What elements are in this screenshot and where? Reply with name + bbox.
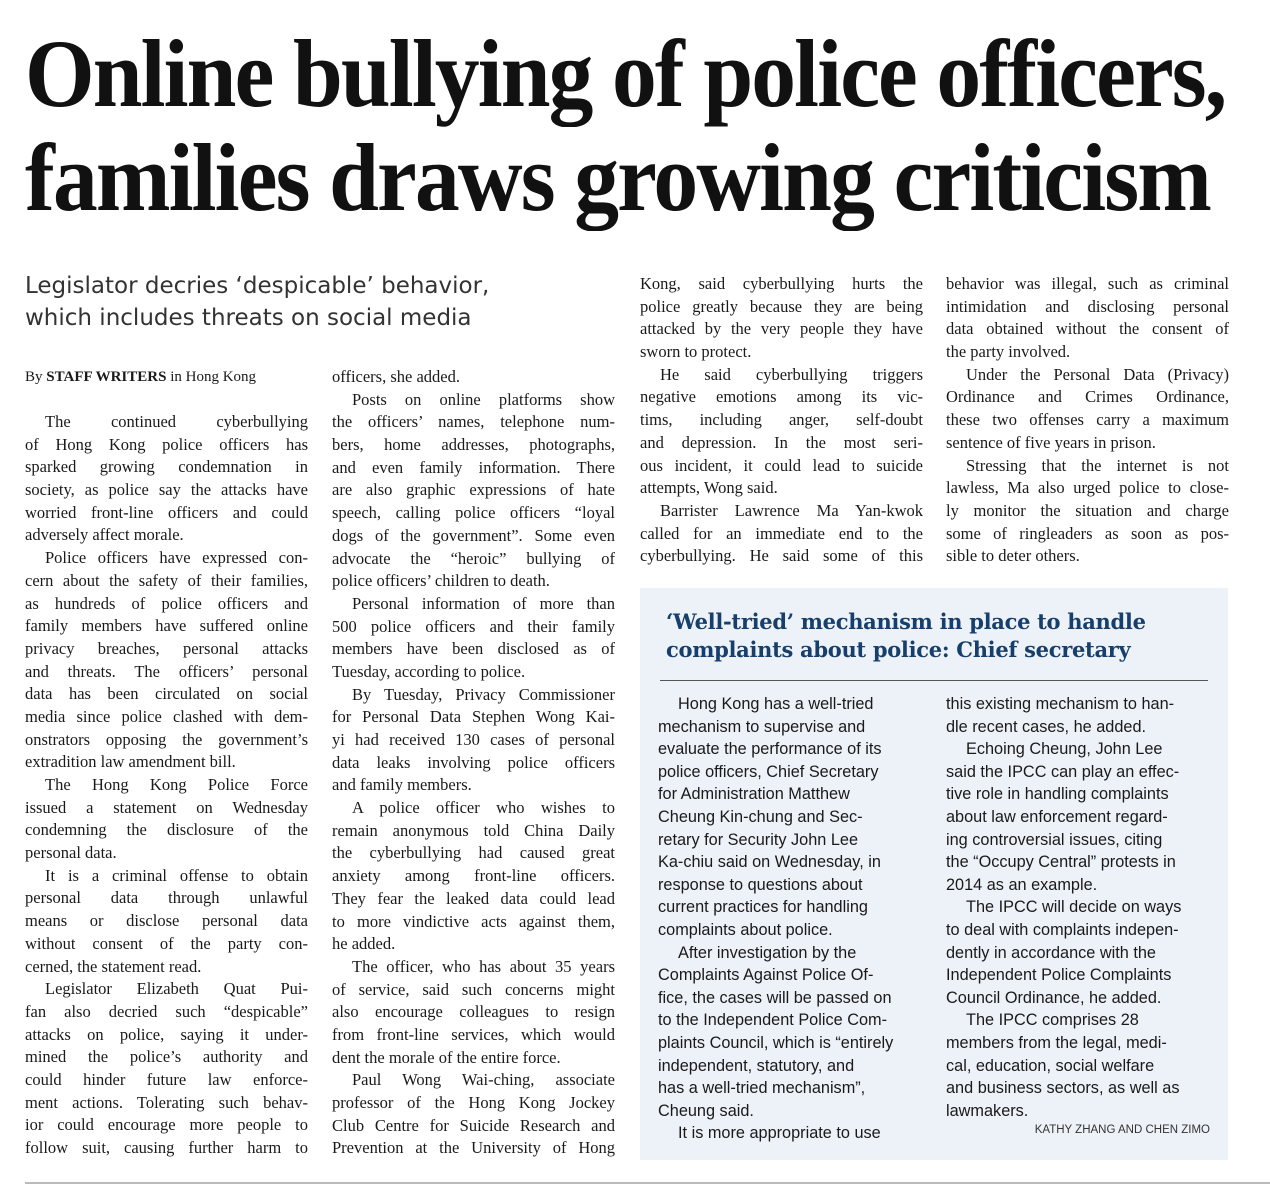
text-line: and business sectors, as well as	[946, 1079, 1180, 1098]
text-line: privacy breaches, personal attacks	[25, 638, 308, 658]
text-line: remain anonymous told China Daily	[332, 820, 615, 840]
text-line: Ka-chiu said on Wednesday, in	[658, 853, 881, 872]
sidebar-box	[640, 588, 1228, 1160]
text-line: officers, she added.	[332, 367, 460, 386]
text-line: Barrister Lawrence Ma Yan-kwok	[660, 500, 923, 520]
headline-line-1: Online bullying of police officers,	[25, 20, 1226, 127]
text-line: has a well-tried mechanism”,	[658, 1079, 866, 1098]
text-line: adversely affect morale.	[25, 525, 184, 545]
text-line: tims, including anger, self-doubt	[640, 410, 923, 430]
text-line: attacks on police, saying it under-	[25, 1024, 308, 1044]
text-line: personal data through unlawful	[25, 888, 308, 908]
text-line: data has been circulated on social	[25, 684, 308, 704]
text-line: The continued cyberbullying	[45, 412, 308, 431]
text-line: also encourage colleagues to resign	[332, 1002, 615, 1022]
text-line: independent, statutory, and	[658, 1056, 855, 1075]
text-line: The officer, who has about 35 years	[352, 956, 615, 976]
text-line: and depression. In the most seri-	[640, 432, 923, 452]
text-line: are also graphic expressions of hate	[332, 480, 615, 500]
text-line: attempts, Wong said.	[640, 478, 778, 498]
text-line: sible to deter others.	[946, 546, 1080, 566]
text-line: Stressing that the internet is not	[966, 455, 1229, 475]
article-column-1	[25, 411, 308, 1160]
text-line: mechanism to supervise and	[658, 717, 866, 736]
deck-subheadline	[25, 270, 489, 334]
text-line: as hundreds of police officers and	[25, 593, 308, 613]
text-line: called for an immediate end to the	[640, 523, 923, 543]
text-line: this existing mechanism to han-	[946, 695, 1175, 713]
byline-location: in Hong Kong	[166, 369, 257, 385]
text-line: Legislator Elizabeth Quat Pui-	[45, 979, 308, 999]
text-line: members from the legal, medi-	[946, 1033, 1167, 1052]
text-line: It is more appropriate to use	[678, 1124, 881, 1143]
article-column-4	[946, 273, 1229, 568]
text-line: fice, the cases will be passed on	[658, 988, 892, 1007]
text-line: ly monitor the situation and charge	[946, 500, 1229, 520]
text-line: data leaks involving police officers	[332, 752, 615, 772]
text-line: ior could encourage more people to	[25, 1115, 308, 1135]
text-line: personal data.	[25, 843, 117, 863]
text-line: the officers’ names, telephone num-	[332, 412, 615, 432]
text-line: said the IPCC can play an effec-	[946, 762, 1180, 781]
text-line: these two offenses carry a maximum	[946, 410, 1229, 430]
text-line: and family members.	[332, 775, 472, 795]
text-line: bers, home addresses, photographs,	[332, 435, 615, 455]
text-line: lawless, Ma also urged police to close-	[946, 478, 1229, 498]
text-line: negative emotions among its vic-	[640, 387, 923, 407]
text-line: Under the Personal Data (Privacy)	[966, 364, 1229, 384]
deck-line-2: which includes threats on social media	[25, 305, 472, 331]
text-line: After investigation by the	[678, 943, 857, 962]
text-line: the party involved.	[946, 342, 1071, 362]
text-line: advocate the “heroic” bullying of	[332, 548, 615, 568]
text-line: mined the police’s authority and	[25, 1047, 308, 1067]
text-line: 500 police officers and their family	[332, 616, 615, 636]
text-line: society, as police say the attacks have	[25, 480, 308, 500]
text-line: behavior was illegal, such as criminal	[946, 274, 1229, 293]
text-line: The Hong Kong Police Force	[45, 775, 308, 794]
text-line: dogs of the government”. Some even	[332, 525, 615, 545]
text-line: sentence of five years in prison.	[946, 432, 1156, 452]
text-line: follow suit, causing further harm to	[25, 1138, 308, 1157]
byline-prefix: By	[25, 369, 47, 385]
text-line: family members have suffered online	[25, 616, 308, 636]
text-line: data obtained without the consent of	[946, 319, 1229, 339]
text-line: onstrators opposing the government’s	[25, 729, 308, 749]
text-line: police officers’ children to death.	[332, 571, 550, 591]
text-line: Echoing Cheung, John Lee	[966, 740, 1163, 759]
text-line: Council Ordinance, he added.	[946, 988, 1162, 1007]
text-line: Paul Wong Wai-ching, associate	[352, 1070, 615, 1090]
text-line: retary for Security John Lee	[658, 830, 858, 849]
sidebar-column-2	[946, 693, 1212, 1122]
text-line: members have been disclosed as of	[332, 639, 615, 659]
text-line: cerned, the statement read.	[25, 956, 202, 976]
text-line: cern about the safety of their families,	[25, 570, 308, 590]
text-line: They fear the leaked data could lead	[332, 888, 615, 908]
text-line: and threats. The officers’ personal	[25, 661, 308, 681]
text-line: The IPCC comprises 28	[966, 1011, 1139, 1030]
text-line: for Administration Matthew	[658, 785, 850, 804]
text-line: to more vindictive acts against them,	[332, 911, 615, 931]
bottom-rule	[25, 1182, 1270, 1184]
text-line: yi had received 130 cases of personal	[332, 730, 615, 749]
text-line: means or disclose personal data	[25, 911, 308, 931]
text-line: extradition law amendment bill.	[25, 752, 236, 772]
text-line: the cyberbullying had caused great	[332, 843, 615, 863]
text-line: He said cyberbullying triggers	[660, 364, 923, 384]
text-line: Independent Police Complaints	[946, 966, 1172, 985]
text-line: police officers, Chief Secretary	[658, 762, 879, 781]
text-line: and even family information. There	[332, 457, 615, 477]
text-line: attacked by the very people they have	[640, 319, 923, 339]
text-line: ing controversial issues, citing	[946, 830, 1163, 849]
byline-authors: STAFF WRITERS	[46, 369, 167, 385]
text-line: from front-line services, which would	[332, 1024, 615, 1044]
text-line: he added.	[332, 934, 396, 954]
text-line: could hinder future law enforce-	[25, 1069, 308, 1089]
text-line: condemning the disclosure of the	[25, 820, 308, 840]
text-line: dently in accordance with the	[946, 943, 1156, 962]
text-line: Ordinance and Crimes Ordinance,	[946, 387, 1229, 407]
text-line: Police officers have expressed con-	[45, 548, 308, 568]
text-line: cal, education, social welfare	[946, 1056, 1155, 1075]
deck-line-1: Legislator decries ‘despicable’ behavior,	[25, 273, 490, 299]
text-line: sparked growing condemnation in	[25, 457, 308, 477]
text-line: speech, calling police officers “loyal	[332, 503, 615, 523]
text-line: to the Independent Police Com-	[658, 1011, 887, 1030]
text-line: The IPCC will decide on ways	[966, 898, 1182, 917]
text-line: lawmakers.	[946, 1101, 1029, 1120]
text-line: Cheung Kin-chung and Sec-	[658, 807, 863, 826]
text-line: dent the morale of the entire force.	[332, 1047, 561, 1067]
text-line: It is a criminal offense to obtain	[45, 865, 308, 885]
text-line: professor of the Hong Kong Jockey	[332, 1093, 615, 1112]
text-line: A police officer who wishes to	[352, 798, 615, 818]
text-line: response to questions about	[658, 875, 863, 894]
sidebar-divider	[660, 680, 1208, 681]
text-line: police greatly because they are being	[640, 296, 923, 316]
text-line: fan also decried such “despicable”	[25, 1001, 308, 1021]
text-line: some of ringleaders as soon as pos-	[946, 523, 1229, 543]
text-line: about law enforcement regard-	[946, 807, 1168, 826]
headline-line-2: families draws growing criticism	[25, 124, 1211, 231]
text-line: intimidation and disclosing personal	[946, 296, 1229, 316]
text-line: anxiety among front-line officers.	[332, 866, 615, 886]
text-line: media since police clashed with dem-	[25, 706, 308, 726]
sidebar-credit: KATHY ZHANG AND CHEN ZIMO	[1034, 1124, 1210, 1136]
text-line: Personal information of more than	[352, 593, 615, 613]
text-line: sworn to protect.	[640, 342, 752, 362]
text-line: worried front-line officers and could	[25, 502, 308, 522]
text-line: Posts on online platforms show	[352, 389, 615, 409]
text-line: Kong, said cyberbullying hurts the	[640, 274, 923, 293]
byline	[25, 366, 256, 388]
text-line: Hong Kong has a well-tried	[678, 695, 874, 713]
text-line: the “Occupy Central” protests in	[946, 853, 1176, 872]
text-line: without consent of the party con-	[25, 933, 308, 953]
text-line: complaints about police.	[658, 920, 833, 939]
text-line: dle recent cases, he added.	[946, 717, 1147, 736]
text-line: ment actions. Tolerating such behav-	[25, 1092, 308, 1112]
text-line: of Hong Kong police officers has	[25, 434, 308, 454]
text-line: Club Centre for Suicide Research and	[332, 1115, 615, 1135]
text-line: Tuesday, according to police.	[332, 661, 526, 681]
text-line: Cheung said.	[658, 1101, 754, 1120]
article-column-2	[332, 366, 615, 1160]
text-line: to deal with complaints indepen-	[946, 920, 1179, 939]
text-line: issued a statement on Wednesday	[25, 797, 308, 817]
sidebar-column-1	[658, 693, 908, 1145]
text-line: ous incident, it could lead to suicide	[640, 455, 923, 475]
text-line: Prevention at the University of Hong	[332, 1138, 615, 1158]
text-line: tive role in handling complaints	[946, 785, 1169, 804]
article-column-3	[640, 273, 923, 568]
text-line: Complaints Against Police Of-	[658, 966, 874, 985]
text-line: of service, said such concerns might	[332, 979, 615, 999]
sidebar-title: ‘Well-tried’ mechanism in place to handle complaints about police: Chief secretary	[666, 609, 1146, 662]
text-line: By Tuesday, Privacy Commissioner	[352, 684, 615, 704]
text-line: 2014 as an example.	[946, 875, 1098, 894]
text-line: evaluate the performance of its	[658, 740, 882, 759]
text-line: plaints Council, which is “entirely	[658, 1033, 894, 1052]
text-line: current practices for handling	[658, 898, 868, 917]
text-line: cyberbullying. He said some of this	[640, 546, 923, 566]
text-line: for Personal Data Stephen Wong Kai-	[332, 707, 615, 727]
